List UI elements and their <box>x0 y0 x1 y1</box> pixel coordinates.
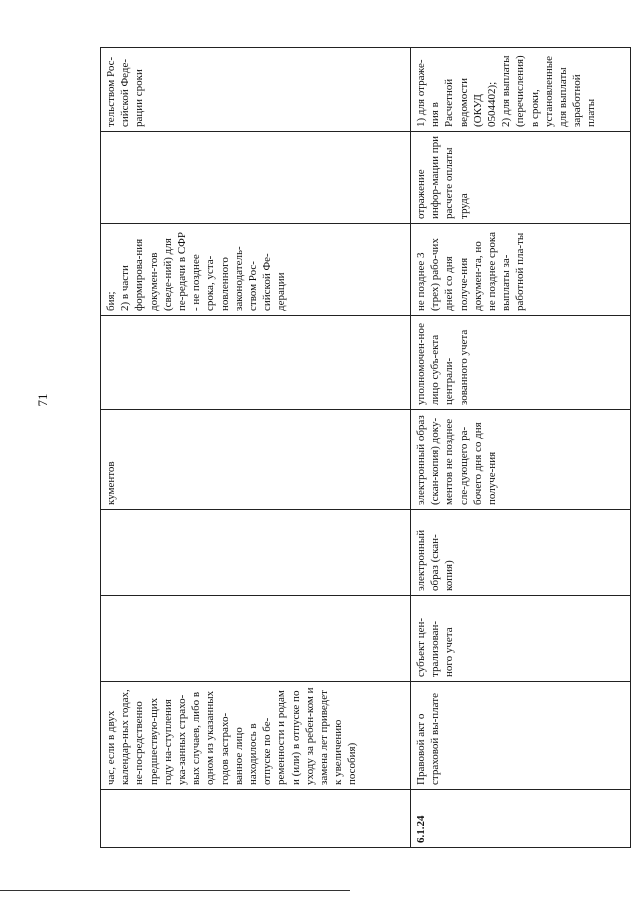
cell-deadline: не позднее 3 (трех) рабо-чих дней со дня получе-ния докумен-та, но не позднее срока выплаты за-работной пла-ты <box>411 224 631 316</box>
cell-purpose: тельством Рос-сийской Феде-рации сроки <box>101 48 411 132</box>
cell-purpose: 1) для отраже-ния в Расчетной ведомости (ОКУД 0504402); 2) для выплаты (перечисления) в сроки, установленные для выплаты заработной платы <box>411 48 631 132</box>
footer-rule <box>0 890 350 891</box>
cell-transfer: кументов <box>101 410 411 510</box>
cell-document: Правовой акт о страховой вы-плате <box>411 682 631 790</box>
cell-format: электронный образ (скан-копия) <box>411 510 631 596</box>
cell-creator <box>101 596 411 682</box>
cell-format <box>101 510 411 596</box>
page-number: 71 <box>35 393 50 407</box>
cell-document: час, если в двух календар-ных годах, не-посредственно предшествую-щих году на-ступления ука-занных страхо-вых случаев, либо в одном из указанных годов застрахо-ванное лицо находилось в отпуске по бе-ременности и родам и (или) в отпуске по уходу за ребен-ком и замена лет приведет к увеличению пособия) <box>101 682 411 790</box>
cell-action: отражение инфор-мации при расчете оплаты труда <box>411 132 631 224</box>
rotated-table-wrapper <box>100 48 630 848</box>
cell-recipient: уполномочен-ное лицо субъ-екта централи-зованного учета <box>411 316 631 410</box>
table-row <box>101 48 411 848</box>
cell-creator: субъект цен-трализован-ного учета <box>411 596 631 682</box>
cell-deadline: бия; 2) в части формирова-ния докумен-тов (сведе-ний) для пе-редачи в СФР - не позднее срока, уста-новленного законодатель-ством Рос-сийской Фе-дерации <box>101 224 411 316</box>
cell-action <box>101 132 411 224</box>
cell-code: 6.1.24 <box>411 790 631 848</box>
table-row <box>411 48 631 848</box>
cell-transfer: электронный образ (скан-копия) доку-ментов не позднее сле-дующего ра-бочего дня со дня получе-ния <box>411 410 631 510</box>
cell-code <box>101 790 411 848</box>
regulation-table <box>100 47 631 848</box>
cell-recipient <box>101 316 411 410</box>
